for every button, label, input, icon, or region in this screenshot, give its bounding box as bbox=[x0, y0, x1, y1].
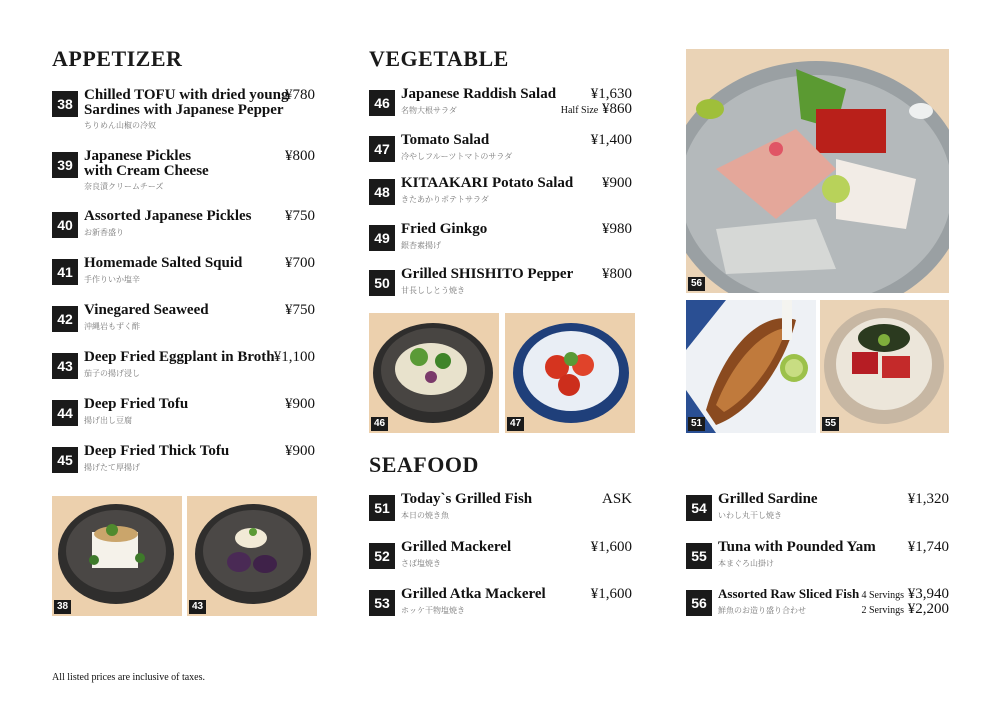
menu-item-55 bbox=[686, 539, 952, 573]
menu-item-43 bbox=[52, 349, 318, 383]
item-japanese-name: 銀杏素揚げ bbox=[401, 241, 441, 250]
item-name-line2: Sardines with Japanese Pepper bbox=[84, 102, 284, 118]
item-number: 53 bbox=[369, 590, 395, 616]
item-japanese-name: 手作りいか塩辛 bbox=[84, 275, 140, 284]
menu-item-48 bbox=[369, 175, 635, 209]
item-name-line2: with Cream Cheese bbox=[84, 163, 209, 179]
item-japanese-name: 本日の焼き魚 bbox=[401, 511, 449, 520]
half-size-value: ¥860 bbox=[602, 101, 632, 117]
menu-item-54 bbox=[686, 491, 952, 525]
photo-tomato-salad-47 bbox=[505, 313, 635, 433]
item-name: Deep Fried Thick Tofu bbox=[84, 443, 230, 459]
item-price: ¥900 bbox=[285, 443, 315, 459]
tax-note: All listed prices are inclusive of taxes. bbox=[52, 672, 206, 683]
photo-number-badge: 51 bbox=[688, 417, 705, 431]
item-name: Japanese Raddish Salad bbox=[401, 86, 557, 102]
item-name: Today`s Grilled Fish bbox=[401, 491, 533, 507]
item-number: 51 bbox=[369, 495, 395, 521]
item-price: ¥780 bbox=[285, 87, 315, 103]
item-price: ¥1,600 bbox=[590, 586, 632, 602]
four-servings-value: ¥3,940 bbox=[907, 586, 949, 602]
item-number: 43 bbox=[52, 353, 78, 379]
item-japanese-name: 茄子の揚げ浸し bbox=[84, 369, 140, 378]
item-japanese-name: 奈良漬クリームチーズ bbox=[84, 182, 164, 191]
item-price: ¥1,630 bbox=[590, 86, 632, 102]
item-japanese-name: さば塩焼き bbox=[401, 559, 441, 568]
item-price: ¥900 bbox=[602, 175, 632, 191]
photo-number-badge: 47 bbox=[507, 417, 524, 431]
item-number: 49 bbox=[369, 225, 395, 251]
item-name: Grilled Sardine bbox=[718, 491, 818, 507]
menu-item-39 bbox=[52, 148, 318, 192]
four-servings-label: 4 Servings bbox=[861, 590, 904, 601]
photo-number-badge: 43 bbox=[189, 600, 206, 614]
photo-eggplant-43 bbox=[187, 496, 317, 616]
item-price: ¥1,740 bbox=[907, 539, 949, 555]
item-japanese-name: きたあかりポテトサラダ bbox=[401, 195, 489, 204]
item-name: KITAAKARI Potato Salad bbox=[401, 175, 574, 191]
menu-item-45 bbox=[52, 443, 318, 477]
photo-grilled-fish-51 bbox=[686, 300, 816, 433]
item-name: Homemade Salted Squid bbox=[84, 255, 243, 271]
photo-radish-salad-46 bbox=[369, 313, 499, 433]
item-number: 46 bbox=[369, 90, 395, 116]
item-price: ¥1,100 bbox=[273, 349, 315, 365]
photo-number-badge: 38 bbox=[54, 600, 71, 614]
item-name: Tuna with Pounded Yam bbox=[718, 539, 876, 555]
item-name: Deep Fried Tofu bbox=[84, 396, 189, 412]
photo-number-badge: 55 bbox=[822, 417, 839, 431]
item-name: Deep Fried Eggplant in Broth bbox=[84, 349, 275, 365]
item-number: 47 bbox=[369, 136, 395, 162]
seafood-title: SEAFOOD bbox=[369, 452, 479, 477]
item-name: Assorted Japanese Pickles bbox=[84, 208, 252, 224]
half-size-price bbox=[561, 101, 632, 118]
item-number: 38 bbox=[52, 91, 78, 117]
item-price: ¥750 bbox=[285, 208, 315, 224]
item-price: ¥1,320 bbox=[907, 491, 949, 507]
item-number: 54 bbox=[686, 495, 712, 521]
menu-item-51 bbox=[369, 491, 635, 525]
menu-item-42 bbox=[52, 302, 318, 336]
item-price: ¥980 bbox=[602, 221, 632, 237]
item-japanese-name: お新香盛り bbox=[84, 228, 124, 237]
item-number: 50 bbox=[369, 270, 395, 296]
item-japanese-name: 揚げ出し豆腐 bbox=[84, 416, 132, 425]
item-price: ¥800 bbox=[285, 148, 315, 164]
item-price: ASK bbox=[601, 491, 632, 507]
menu-item-47 bbox=[369, 132, 635, 166]
item-name: Grilled Mackerel bbox=[401, 539, 512, 555]
item-name: Japanese Pickles bbox=[84, 148, 192, 164]
menu-item-44 bbox=[52, 396, 318, 430]
menu-item-46 bbox=[369, 86, 635, 122]
item-number: 52 bbox=[369, 543, 395, 569]
item-japanese-name: いわし丸干し焼き bbox=[718, 511, 782, 520]
item-japanese-name: 甘長ししとう焼き bbox=[401, 286, 465, 295]
item-name: Grilled Atka Mackerel bbox=[401, 586, 546, 602]
item-price: ¥750 bbox=[285, 302, 315, 318]
item-number: 45 bbox=[52, 447, 78, 473]
photo-number-badge: 46 bbox=[371, 417, 388, 431]
menu-item-52 bbox=[369, 539, 635, 573]
item-japanese-name: 鮮魚のお造り盛り合わせ bbox=[718, 606, 806, 615]
item-name: Tomato Salad bbox=[401, 132, 490, 148]
menu-item-49 bbox=[369, 221, 635, 255]
menu-item-53 bbox=[369, 586, 635, 620]
photo-sashimi-56 bbox=[686, 49, 949, 293]
item-number: 56 bbox=[686, 590, 712, 616]
item-number: 44 bbox=[52, 400, 78, 426]
photo-tuna-yam-55 bbox=[820, 300, 949, 433]
half-size-label: Half Size bbox=[560, 105, 599, 116]
item-name: Fried Ginkgo bbox=[401, 221, 488, 237]
menu-item-56 bbox=[686, 586, 952, 620]
item-price: ¥800 bbox=[602, 266, 632, 282]
item-japanese-name: 揚げたて厚揚げ bbox=[84, 463, 140, 472]
photo-tofu-38 bbox=[52, 496, 182, 616]
item-number: 41 bbox=[52, 259, 78, 285]
appetizer-title: APPETIZER bbox=[52, 46, 183, 71]
menu-item-40 bbox=[52, 208, 318, 242]
vegetable-title: VEGETABLE bbox=[369, 46, 509, 71]
two-servings-price bbox=[862, 601, 950, 618]
item-name: Chilled TOFU with dried young bbox=[84, 87, 289, 103]
item-japanese-name: 冷やしフルーツトマトのサラダ bbox=[401, 152, 513, 161]
item-name: Vinegared Seaweed bbox=[84, 302, 209, 318]
item-price: ¥700 bbox=[285, 255, 315, 271]
two-servings-label: 2 Servings bbox=[861, 605, 904, 616]
menu-item-38 bbox=[52, 87, 318, 131]
item-japanese-name: 本まぐろ山掛け bbox=[718, 559, 774, 568]
item-number: 40 bbox=[52, 212, 78, 238]
photo-number-badge: 56 bbox=[688, 277, 705, 291]
menu-item-50 bbox=[369, 266, 635, 300]
item-name: Assorted Raw Sliced Fish bbox=[718, 586, 860, 601]
menu-item-41 bbox=[52, 255, 318, 289]
item-japanese-name: ちりめん山椒の冷奴 bbox=[84, 121, 156, 130]
item-number: 48 bbox=[369, 179, 395, 205]
item-price: ¥1,400 bbox=[590, 132, 632, 148]
item-japanese-name: ホッケ干物塩焼き bbox=[401, 606, 465, 615]
item-japanese-name: 沖縄岩もずく酢 bbox=[84, 322, 140, 331]
item-price: ¥1,600 bbox=[590, 539, 632, 555]
two-servings-value: ¥2,200 bbox=[907, 601, 949, 617]
item-japanese-name: 名物大根サラダ bbox=[401, 106, 457, 115]
item-price: ¥900 bbox=[285, 396, 315, 412]
item-number: 42 bbox=[52, 306, 78, 332]
item-number: 55 bbox=[686, 543, 712, 569]
item-name: Grilled SHISHITO Pepper bbox=[401, 266, 574, 282]
item-number: 39 bbox=[52, 152, 78, 178]
